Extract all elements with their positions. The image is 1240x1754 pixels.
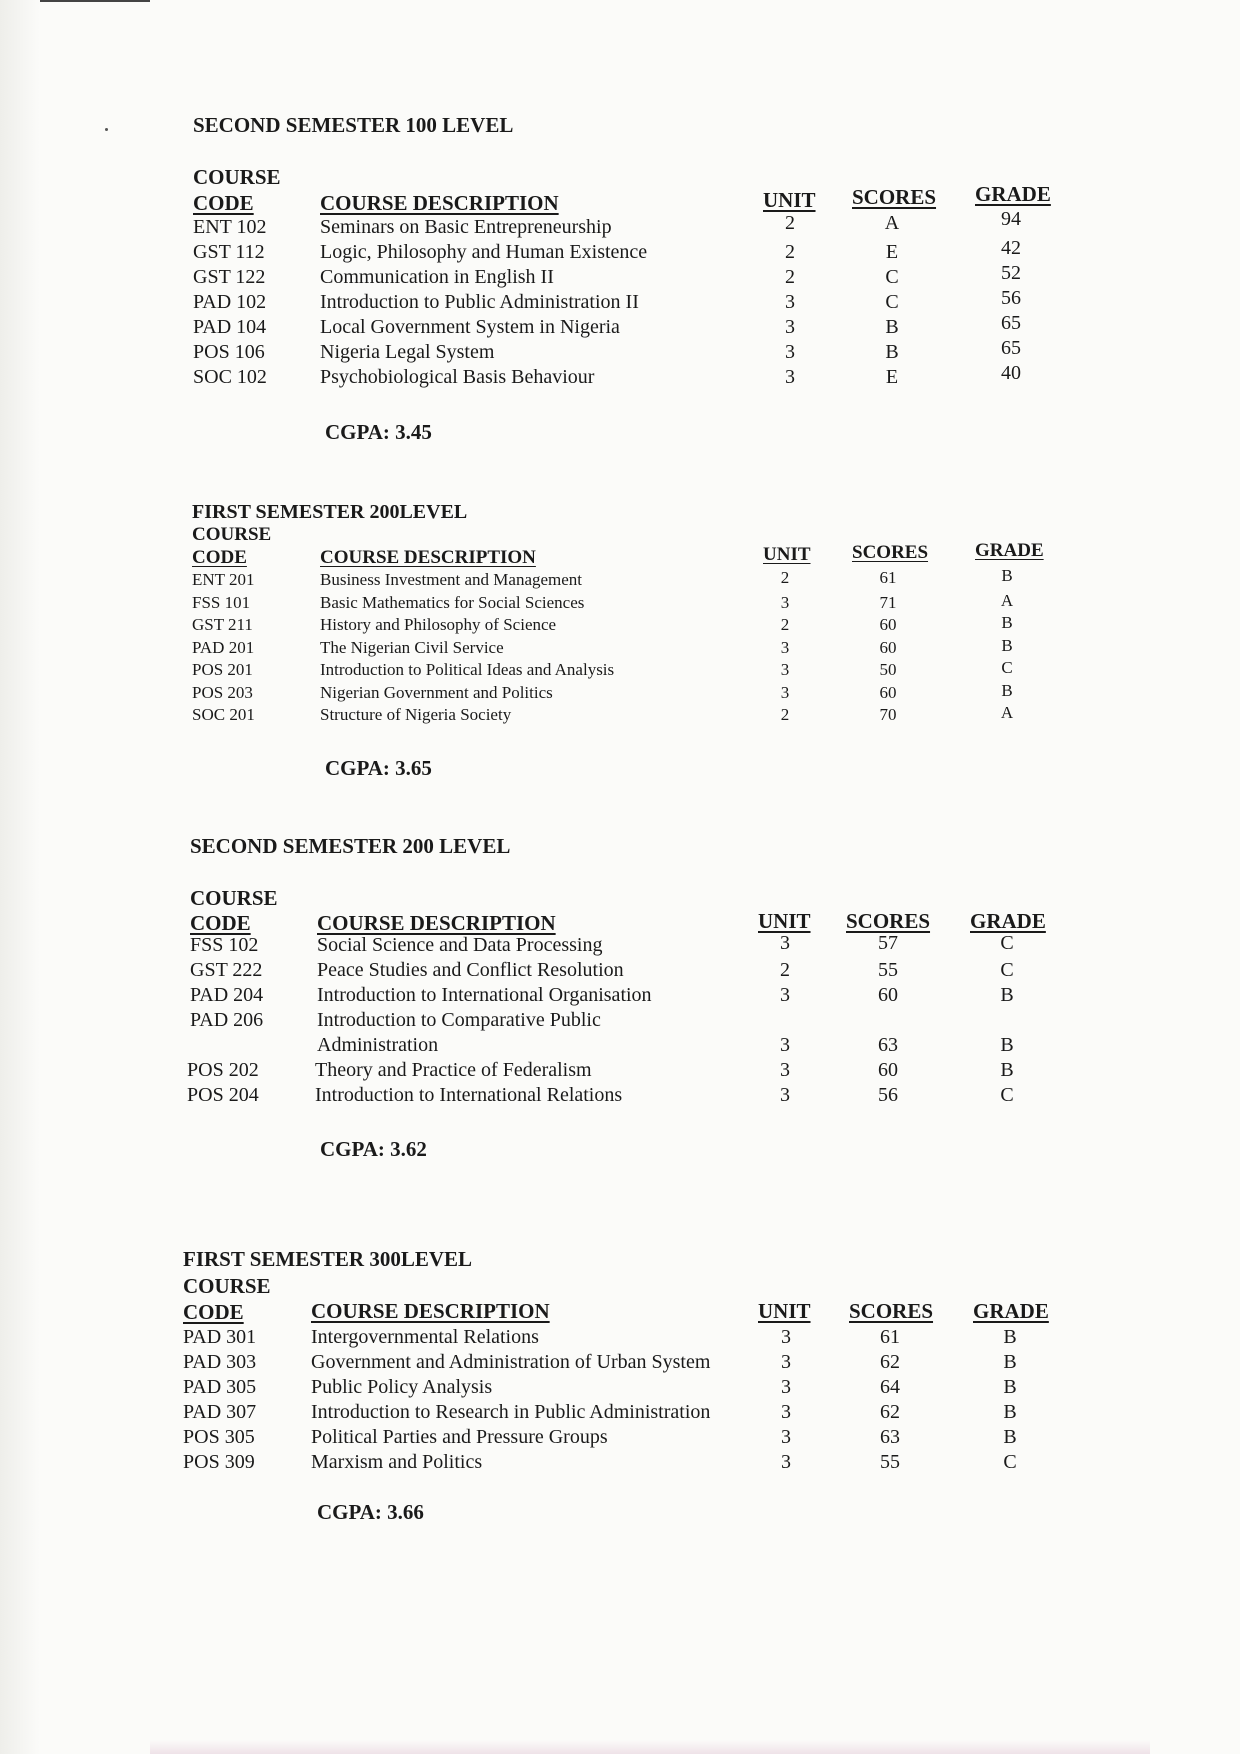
course-table (0, 566, 1240, 728)
course-score: 63 (880, 1426, 900, 1448)
course-description: The Nigerian Civil Service (320, 637, 504, 657)
course-score: 57 (878, 932, 898, 954)
table-row (0, 287, 1240, 316)
course-score: 60 (879, 637, 897, 657)
course-code: POS 106 (193, 341, 265, 363)
course-code: PAD 204 (190, 984, 264, 1006)
cgpa-value: CGPA: 3.66 (317, 1500, 424, 1524)
course-grade: C (1001, 658, 1013, 677)
course-score: 61 (879, 568, 897, 587)
course-unit: 3 (780, 984, 790, 1006)
course-score: C (885, 291, 899, 313)
cgpa-value: CGPA: 3.45 (325, 420, 432, 444)
course-description: Business Investment and Management (320, 570, 583, 589)
header-grade: GRADE (973, 1299, 1049, 1323)
cgpa-value: CGPA: 3.65 (325, 756, 432, 780)
course-unit: 3 (785, 316, 795, 338)
table-row (0, 680, 1240, 706)
header-course: COURSE (193, 165, 281, 189)
course-description: Introduction to Research in Public Administration (311, 1401, 711, 1423)
course-grade: B (1001, 680, 1013, 700)
table-row (0, 237, 1240, 266)
course-description: History and Philosophy of Science (320, 615, 557, 634)
table-row (0, 959, 1240, 984)
course-score: E (885, 366, 899, 388)
course-unit: 3 (780, 1059, 790, 1081)
table-row (0, 934, 1240, 959)
course-grade: 52 (1001, 262, 1021, 284)
course-code: POS 201 (192, 660, 253, 679)
course-unit: 3 (780, 1034, 790, 1056)
course-description: Social Science and Data Processing (317, 934, 603, 956)
table-row (0, 1351, 1240, 1376)
table-row (0, 1009, 1240, 1059)
header-description: COURSE DESCRIPTION (311, 1299, 550, 1323)
course-score: 63 (878, 1034, 898, 1056)
table-row (0, 1059, 1240, 1084)
table-row (0, 337, 1240, 366)
course-grade: 56 (1001, 287, 1021, 309)
course-score: 60 (879, 615, 897, 634)
course-grade: C (1000, 932, 1014, 954)
course-description: Psychobiological Basis Behaviour (320, 366, 595, 388)
course-grade: 65 (1001, 337, 1021, 359)
course-unit: 3 (780, 660, 790, 679)
course-grade: B (1003, 1426, 1017, 1448)
table-row (0, 1326, 1240, 1351)
table-row (0, 660, 1240, 683)
course-description: Nigerian Government and Politics (320, 682, 553, 702)
course-score: 62 (880, 1351, 900, 1373)
course-description: Seminars on Basic Entrepreneurship (320, 216, 612, 238)
cgpa-value: CGPA: 3.62 (320, 1137, 427, 1161)
course-unit: 2 (780, 959, 790, 981)
course-score: B (885, 341, 899, 363)
course-unit: 3 (781, 1326, 791, 1348)
course-score: 50 (879, 660, 897, 679)
course-grade: A (1000, 703, 1014, 722)
table-row (0, 262, 1240, 291)
course-code: ENT 102 (193, 216, 267, 238)
section-title: FIRST SEMESTER 200LEVEL (192, 501, 468, 523)
course-code: GST 222 (190, 959, 263, 981)
course-description: Introduction to International Organisation (317, 984, 652, 1006)
course-unit: 2 (780, 705, 790, 724)
course-code: PAD 104 (193, 316, 267, 338)
course-unit: 2 (780, 615, 790, 634)
course-description: Marxism and Politics (311, 1451, 483, 1473)
course-code: PAD 301 (183, 1326, 257, 1348)
course-grade: B (1003, 1326, 1017, 1348)
header-course: COURSE (190, 886, 278, 910)
header-unit: UNIT (763, 544, 811, 565)
table-row (0, 984, 1240, 1009)
course-description: Intergovernmental Relations (311, 1326, 539, 1348)
table-row (0, 312, 1240, 341)
header-grade: GRADE (970, 909, 1046, 933)
course-unit: 3 (785, 291, 795, 313)
course-code: PAD 102 (193, 291, 267, 313)
course-description: Political Parties and Pressure Groups (311, 1426, 608, 1448)
course-score: 60 (878, 984, 898, 1006)
course-score: 56 (878, 1084, 898, 1106)
course-grade: B (1001, 635, 1013, 655)
course-grade: B (1000, 984, 1014, 1006)
course-code: ENT 201 (192, 570, 255, 589)
course-unit: 3 (785, 366, 795, 388)
course-code: POS 204 (187, 1084, 259, 1106)
course-code: GST 112 (193, 241, 265, 263)
course-code: POS 305 (183, 1426, 255, 1448)
table-row (0, 1376, 1240, 1401)
course-grade: C (1000, 1084, 1014, 1106)
table-row (0, 615, 1240, 638)
course-description: Introduction to Political Ideas and Analysis (320, 660, 615, 679)
section-title: FIRST SEMESTER 300LEVEL (183, 1247, 473, 1271)
course-unit: 3 (781, 1451, 791, 1473)
course-description: Public Policy Analysis (311, 1376, 493, 1398)
header-unit: UNIT (758, 1299, 811, 1323)
course-score: 64 (880, 1376, 900, 1398)
header-grade: GRADE (975, 182, 1051, 206)
section-title: SECOND SEMESTER 200 LEVEL (190, 834, 511, 858)
course-code: FSS 102 (190, 934, 259, 956)
course-grade: B (1001, 566, 1013, 585)
table-row (0, 566, 1240, 593)
table-row (0, 1084, 1240, 1109)
course-grade: B (1000, 1034, 1014, 1056)
course-grade: 94 (1001, 208, 1021, 230)
course-score: 71 (879, 592, 897, 612)
course-code: PAD 206 (190, 1009, 264, 1031)
course-table (0, 934, 1240, 1109)
header-code: CODE (190, 911, 251, 935)
scan-top-mark (40, 0, 150, 2)
scan-dot-mark (105, 128, 108, 131)
table-row (0, 362, 1240, 391)
course-description: Peace Studies and Conflict Resolution (317, 959, 624, 981)
course-score: A (884, 212, 900, 234)
course-grade: C (1000, 959, 1014, 981)
course-code: POS 203 (192, 682, 253, 702)
course-grade: B (1001, 613, 1013, 632)
course-table (0, 208, 1240, 391)
course-unit: 3 (781, 1376, 791, 1398)
header-code: CODE (193, 191, 254, 215)
course-grade: B (1003, 1401, 1017, 1423)
course-description: Government and Administration of Urban System (311, 1351, 711, 1373)
table-row (0, 1426, 1240, 1451)
course-unit: 3 (780, 932, 790, 954)
course-unit: 3 (781, 1351, 791, 1373)
course-unit: 2 (785, 241, 795, 263)
header-scores: SCORES (846, 909, 931, 933)
course-unit: 3 (780, 682, 790, 702)
header-unit: UNIT (758, 909, 811, 933)
table-row (0, 705, 1240, 728)
course-grade: 42 (1001, 237, 1021, 259)
header-code: CODE (183, 1300, 244, 1324)
table-row (0, 208, 1240, 241)
course-table (0, 1326, 1240, 1476)
course-score: 60 (879, 682, 897, 702)
course-score: C (885, 266, 899, 288)
course-description: Introduction to Comparative Public (317, 1009, 601, 1031)
course-description: Structure of Nigeria Society (320, 705, 512, 724)
course-code: PAD 201 (192, 637, 255, 657)
section-title: SECOND SEMESTER 100 LEVEL (193, 113, 514, 137)
header-scores: SCORES (849, 1299, 934, 1323)
header-scores: SCORES (852, 185, 937, 209)
header-description: COURSE DESCRIPTION (317, 911, 556, 935)
header-code: CODE (192, 547, 247, 568)
course-code: POS 309 (183, 1451, 255, 1473)
course-description: Basic Mathematics for Social Sciences (320, 592, 585, 612)
header-scores: SCORES (852, 542, 929, 563)
course-score: 55 (878, 959, 898, 981)
course-code: PAD 307 (183, 1401, 257, 1423)
course-grade: C (1003, 1451, 1017, 1473)
course-grade: B (1000, 1059, 1014, 1081)
table-row (0, 635, 1240, 661)
course-grade: B (1003, 1376, 1017, 1398)
course-code: GST 122 (193, 266, 266, 288)
course-description: Local Government System in Nigeria (320, 316, 620, 338)
course-description: Logic, Philosophy and Human Existence (320, 241, 648, 263)
course-score: 61 (880, 1326, 900, 1348)
header-course: COURSE (192, 524, 272, 545)
table-row (0, 590, 1240, 616)
course-unit: 2 (780, 568, 790, 587)
course-unit: 3 (780, 637, 790, 657)
course-code: GST 211 (192, 615, 253, 634)
header-grade: GRADE (975, 540, 1044, 561)
course-description: Introduction to International Relations (315, 1084, 623, 1106)
header-unit: UNIT (763, 188, 816, 212)
course-description: Nigeria Legal System (320, 341, 495, 363)
course-code: SOC 102 (193, 366, 267, 388)
course-code: POS 202 (187, 1059, 259, 1081)
header-course: COURSE (183, 1274, 271, 1298)
scan-bottom-stain (150, 1740, 1150, 1754)
course-score: 55 (880, 1451, 900, 1473)
course-unit: 3 (785, 341, 795, 363)
course-description: Introduction to Public Administration II (320, 291, 639, 313)
course-grade: 65 (1001, 312, 1021, 334)
course-description: Theory and Practice of Federalism (315, 1059, 592, 1081)
course-description-continued: Administration (317, 1034, 439, 1056)
course-score: E (885, 241, 899, 263)
course-unit: 3 (780, 592, 790, 612)
course-code: SOC 201 (192, 705, 255, 724)
course-grade: 40 (1001, 362, 1021, 384)
course-unit: 3 (780, 1084, 790, 1106)
course-score: B (885, 316, 899, 338)
course-score: 70 (879, 705, 897, 724)
table-row (0, 1451, 1240, 1476)
course-unit: 2 (785, 266, 795, 288)
course-unit: 3 (781, 1426, 791, 1448)
course-grade: A (1000, 590, 1014, 610)
header-description: COURSE DESCRIPTION (320, 191, 559, 215)
course-code: FSS 101 (192, 592, 251, 612)
course-score: 60 (878, 1059, 898, 1081)
course-code: PAD 303 (183, 1351, 257, 1373)
header-description: COURSE DESCRIPTION (320, 547, 536, 568)
course-unit: 2 (785, 212, 795, 234)
course-grade: B (1003, 1351, 1017, 1373)
table-row (0, 1401, 1240, 1426)
course-code: PAD 305 (183, 1376, 257, 1398)
course-unit: 3 (781, 1401, 791, 1423)
course-description: Communication in English II (320, 266, 554, 288)
course-score: 62 (880, 1401, 900, 1423)
